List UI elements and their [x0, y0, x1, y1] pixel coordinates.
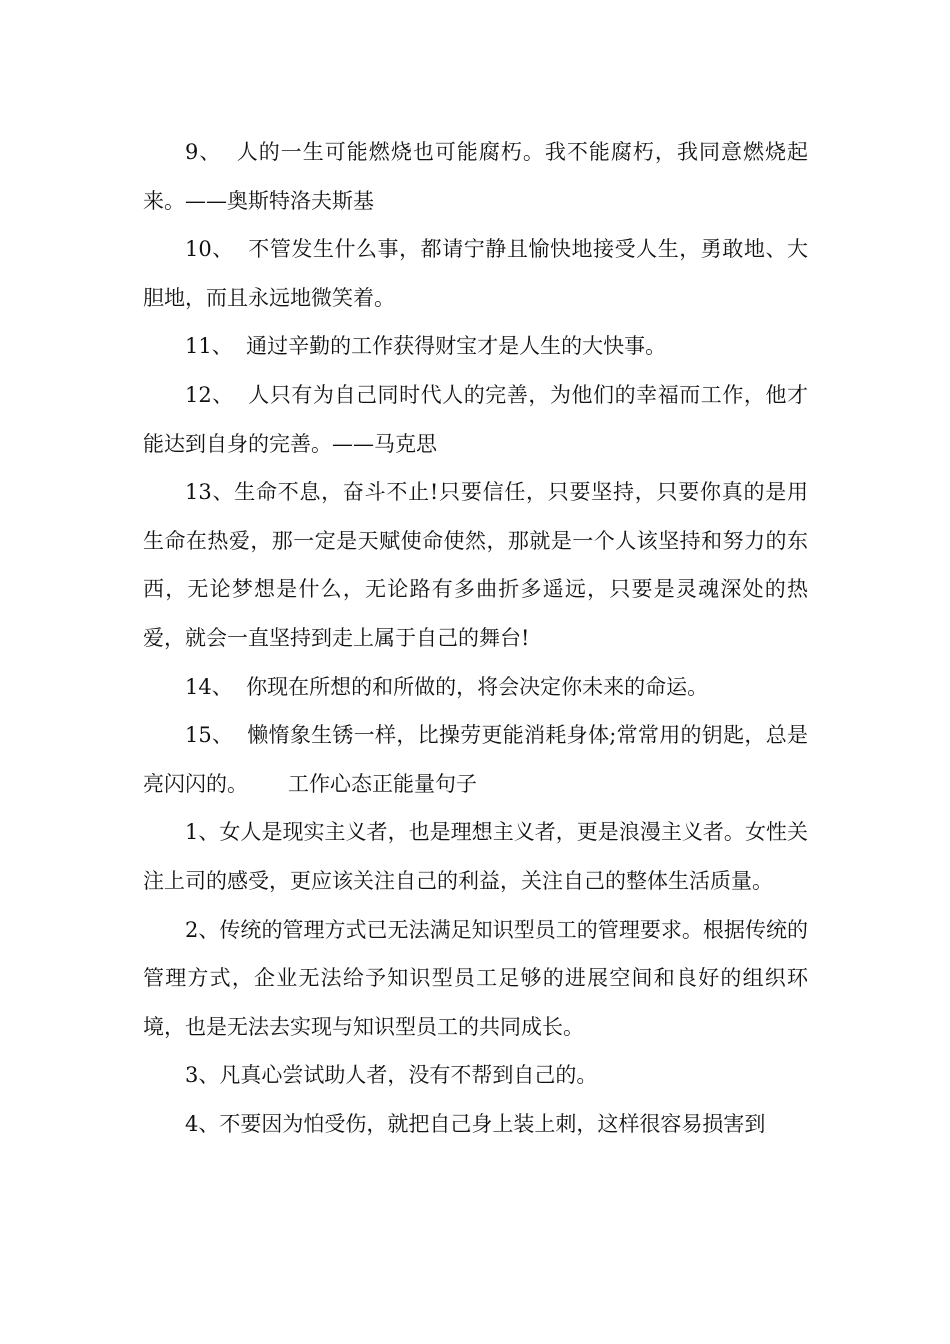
paragraph-quote-12: 12、 人只有为自己同时代人的完善，为他们的幸福而工作，他才能达到自身的完善。——马克思 [143, 382, 808, 456]
paragraph-quote-13: 13、生命不息，奋斗不止!只要信任，只要坚持，只要你真的是用生命在热爱，那一定是天赋使命使然，那就是一个人该坚持和努力的东西，无论梦想是什么，无论路有多曲折多遥远，只要是灵魂深处的热爱，就会一直坚持到走上属于自己的舞台! [143, 480, 808, 650]
paragraph-quote-10: 10、 不管发生什么事，都请宁静且愉快地接受人生，勇敢地、大胆地，而且永远地微笑着。 [143, 237, 808, 310]
paragraph-quote-14: 14、 你现在所想的和所做的，将会决定你未来的命运。 [185, 674, 709, 699]
paragraph-quote-9: 9、 人的一生可能燃烧也可能腐朽。我不能腐朽，我同意燃烧起来。——奥斯特洛夫斯基 [143, 140, 808, 213]
paragraph-quote-11: 11、 通过辛勤的工作获得财宝才是人生的大快事。 [185, 334, 667, 359]
paragraph-quote-15: 15、 懒惰象生锈一样，比操劳更能消耗身体;常常用的钥匙，总是亮闪闪的。 工作心态正能量句子 [143, 723, 808, 796]
paragraph-item-2: 2、传统的管理方式已无法满足知识型员工的管理要求。根据传统的管理方式，企业无法给予知识型员工足够的进展空间和良好的组织环境，也是无法去实现与知识型员工的共同成长。 [143, 917, 808, 1039]
paragraph-item-1: 1、女人是现实主义者，也是理想主义者，更是浪漫主义者。女性关注上司的感受，更应该关注自己的利益，关注自己的整体生活质量。 [143, 820, 808, 893]
body-text [143, 128, 808, 1148]
paragraph-item-4: 4、不要因为怕受伤，就把自己身上装上刺，这样很容易损害到 [185, 1111, 766, 1136]
paragraph-item-3: 3、凡真心尝试助人者，没有不帮到自己的。 [185, 1063, 598, 1088]
